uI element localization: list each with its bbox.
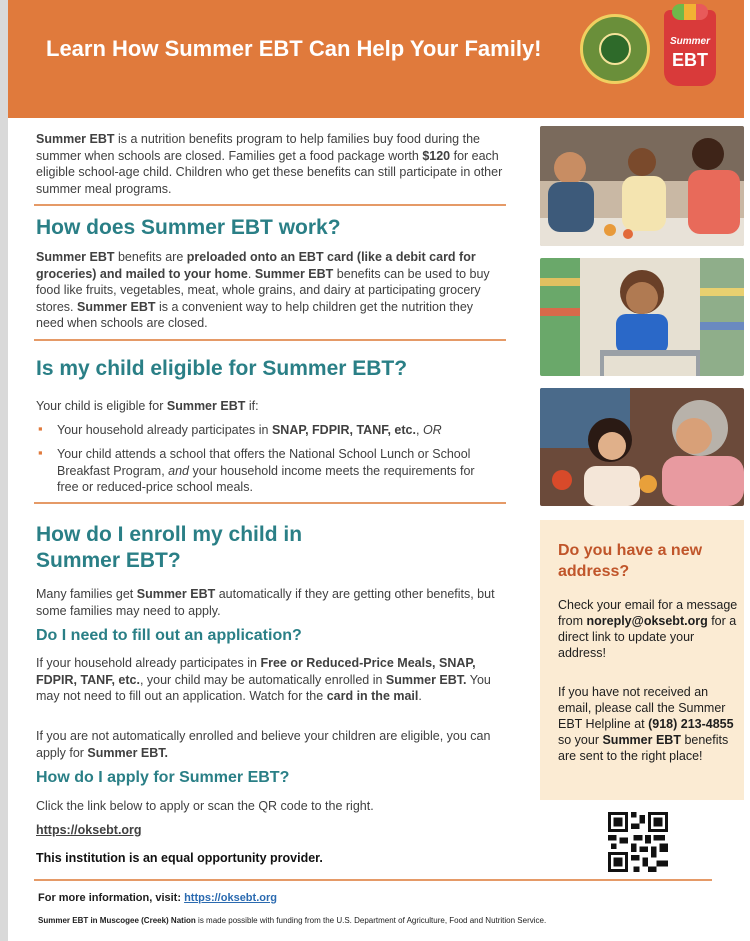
sidebar-paragraph-2 xyxy=(558,684,738,764)
text: , xyxy=(415,423,423,437)
text-bold: Summer EBT. xyxy=(87,745,169,760)
heading-line: How do I enroll my child in xyxy=(36,523,303,546)
text-bold: Summer EBT xyxy=(36,250,115,264)
footer-link[interactable]: https://oksebt.org xyxy=(184,892,277,904)
heading-application: Do I need to fill out an application? xyxy=(36,627,302,644)
heading-how-it-works: How does Summer EBT work? xyxy=(36,216,341,239)
divider xyxy=(34,204,506,206)
qr-code-icon[interactable] xyxy=(608,812,668,872)
text-bold: SNAP, FDPIR, TANF, etc. xyxy=(271,423,416,437)
apply-link[interactable]: https://oksebt.org xyxy=(36,823,142,837)
header-banner xyxy=(8,0,744,118)
bullet-marker: ▪ xyxy=(38,445,43,460)
text: if: xyxy=(245,399,259,413)
intro-paragraph xyxy=(36,131,504,197)
text: You may not need to fill out an application. Watch for the xyxy=(36,672,491,703)
new-address-sidebar xyxy=(540,520,744,800)
sidebar-paragraph-1 xyxy=(558,597,738,661)
text-bold: Free or Reduced-Price Meals, SNAP, FDPIR, TANF, etc. xyxy=(36,656,476,687)
text-bold: preloaded onto an EBT card (like a debit card for groceries) and mailed to your home xyxy=(36,250,476,281)
sidebar-title-line: address? xyxy=(558,563,630,580)
text-bold: Summer EBT xyxy=(602,733,681,747)
heading-enroll xyxy=(36,522,302,574)
text: Your child is eligible for xyxy=(36,399,167,413)
heading-line: Summer EBT? xyxy=(36,549,181,572)
text: If you have not received an email, please call the Summer EBT Helpline at xyxy=(558,685,726,731)
helpline-phone[interactable]: (918) 213-4855 xyxy=(648,717,734,731)
equal-opportunity-statement: This institution is an equal opportunity provider. xyxy=(36,851,323,865)
intro-bold: Summer EBT xyxy=(36,132,115,146)
how-it-works-paragraph xyxy=(36,249,504,332)
text-bold: Summer EBT in Muscogee (Creek) Nation xyxy=(38,916,196,925)
intro-amount: $120 xyxy=(422,148,451,163)
text: benefits are xyxy=(114,250,187,264)
intro-text-end: for each eligible school-age child. Children who get these benefits can still participate in other summer meal programs. xyxy=(36,148,503,196)
text: is a convenient way to help children get the nutrition they need when schools are closed. xyxy=(36,299,474,330)
photo-illustration xyxy=(540,388,744,506)
text: If you are not automatically enrolled and believe your children are eligible, you can apply for xyxy=(36,729,491,760)
child-grocery-cart-photo xyxy=(540,258,744,376)
eligibility-bullet-2 xyxy=(57,446,487,496)
sidebar-title xyxy=(558,540,738,582)
muscogee-nation-seal-logo xyxy=(580,14,650,84)
ebt-logo-summer: Summer xyxy=(669,36,710,47)
summer-ebt-logo xyxy=(664,10,716,86)
application-paragraph-1 xyxy=(36,655,504,705)
heading-eligibility: Is my child eligible for Summer EBT? xyxy=(36,357,408,380)
text: so your xyxy=(558,733,603,747)
family-cooking-photo xyxy=(540,126,744,246)
produce-icon xyxy=(672,4,708,20)
ebt-logo-ebt: EBT xyxy=(672,50,708,70)
text: . xyxy=(418,689,422,703)
text-bold: Summer EBT. xyxy=(385,672,467,687)
footer-more-info xyxy=(38,892,277,904)
text-bold: Summer EBT xyxy=(254,266,334,281)
text: Many families get xyxy=(36,587,137,601)
photo-illustration xyxy=(540,126,744,246)
text: is made possible with funding from the U.S. Department of Agriculture, Food and Nutrition Service. xyxy=(195,916,547,925)
text: for a direct link to update your address! xyxy=(558,614,737,660)
page-edge xyxy=(0,0,8,941)
text: . xyxy=(247,266,255,281)
heading-apply: How do I apply for Summer EBT? xyxy=(36,769,290,786)
text-bold: Summer EBT xyxy=(77,299,156,314)
footer-info-label: For more information, visit: xyxy=(38,892,185,904)
apply-instructions: Click the link below to apply or scan the QR code to the right. xyxy=(36,799,374,813)
bullet-marker: ▪ xyxy=(38,421,43,436)
footer-funding-note xyxy=(38,916,546,925)
text: benefits can be used to buy food like fruits, vegetables, meat, whole grains, and dairy at participating grocery stores. xyxy=(36,266,490,314)
text-bold: card in the mail xyxy=(326,689,419,703)
seal-center xyxy=(599,33,631,65)
divider xyxy=(34,339,506,341)
intro-text: is a nutrition benefits program to help families buy food during the summer when schools are closed. Families get a food package worth xyxy=(36,132,480,163)
text: If your household already participates in xyxy=(36,656,261,670)
text-bold: Summer EBT xyxy=(136,587,216,601)
text: your household income meets the requirements for free or reduced-price school meals. xyxy=(57,463,475,494)
text-italic: OR xyxy=(422,423,442,437)
sidebar-email[interactable]: noreply@oksebt.org xyxy=(586,614,708,628)
text: Your child attends a school that offers the National School Lunch or School Breakfast Program, xyxy=(57,447,471,478)
photo-illustration xyxy=(540,258,744,376)
page-title: Learn How Summer EBT Can Help Your Family! xyxy=(46,36,542,61)
divider xyxy=(34,502,506,504)
text: Check your email for a message from xyxy=(558,598,738,628)
apply-link-row xyxy=(36,822,504,839)
grandmother-child-fruit-photo xyxy=(540,388,744,506)
text-italic: and xyxy=(168,463,190,478)
text: , your child may be automatically enrolled in xyxy=(139,672,386,687)
text: benefits are sent to the right place! xyxy=(558,733,729,763)
text-bold: Summer EBT xyxy=(166,399,246,413)
text: Your household already participates in xyxy=(57,423,272,437)
eligibility-bullet-1 xyxy=(57,422,505,439)
eligibility-lead xyxy=(36,398,504,415)
application-paragraph-2 xyxy=(36,728,504,761)
enroll-paragraph xyxy=(36,586,504,619)
footer-divider xyxy=(34,879,712,881)
sidebar-title-line: Do you have a new xyxy=(558,542,703,559)
text: automatically if they are getting other benefits, but some families may need to apply. xyxy=(36,587,495,618)
